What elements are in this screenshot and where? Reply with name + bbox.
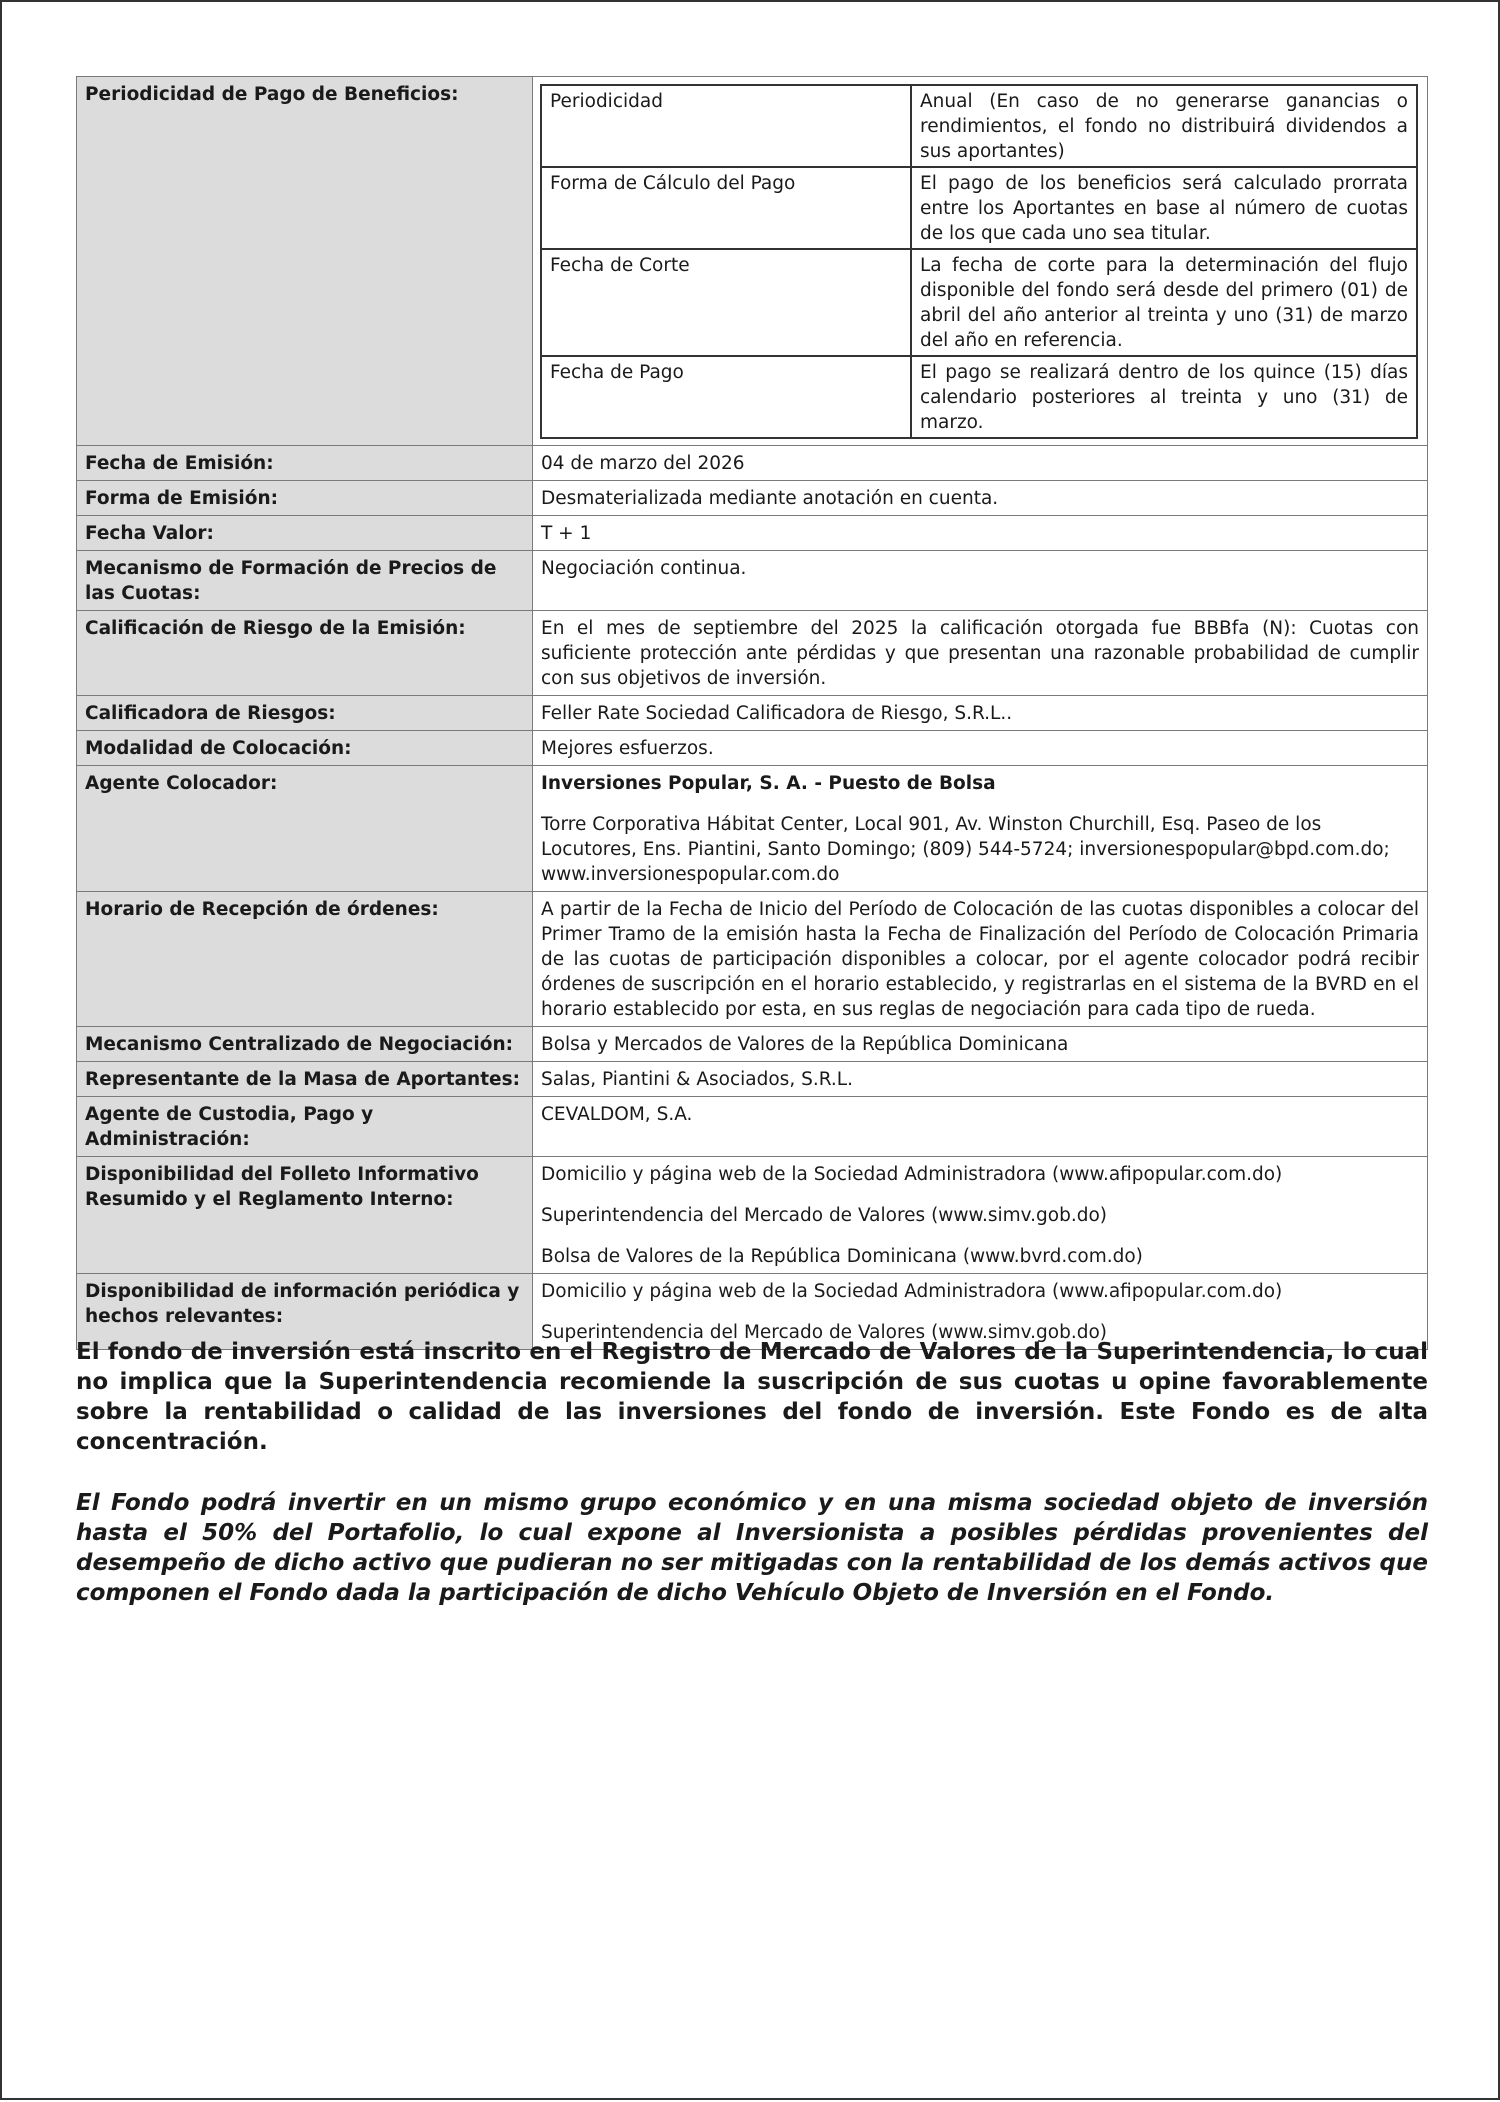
table-row bbox=[77, 516, 1428, 551]
row-label: Fecha de Emisión: bbox=[77, 446, 533, 481]
row-label: Modalidad de Colocación: bbox=[77, 731, 533, 766]
subtable-key: Fecha de Pago bbox=[541, 356, 911, 438]
availability-line: Superintendencia del Mercado de Valores (www.simv.gob.do) bbox=[541, 1322, 1108, 1343]
row-value bbox=[533, 77, 1428, 446]
table-row bbox=[77, 766, 1428, 892]
concentration-warning: El Fondo podrá invertir en un mismo grupo económico y en una misma sociedad objeto de inversión hasta el 50% del Portafolio, lo cual expone al Inversionista a posibles pérdidas provenientes del desempeño de dicho activo que pudieran no ser mitigadas con la rentabilidad de los demás activos que componen el Fondo dada la participación de dicho Vehículo Objeto de Inversión en el Fondo. bbox=[76, 1490, 1428, 1606]
row-label: Agente Colocador: bbox=[77, 766, 533, 892]
subtable-value: Anual (En caso de no generarse ganancias o rendimientos, el fondo no distribuirá dividendos a sus aportantes) bbox=[911, 85, 1417, 167]
row-label: Disponibilidad del Folleto Informativo Resumido y el Reglamento Interno: bbox=[77, 1157, 533, 1274]
row-label: Fecha Valor: bbox=[77, 516, 533, 551]
row-value: Negociación continua. bbox=[533, 551, 1428, 611]
table-row bbox=[77, 731, 1428, 766]
table-row bbox=[77, 1062, 1428, 1097]
periodicidad-subtable bbox=[540, 84, 1418, 439]
subtable-row bbox=[541, 167, 1417, 249]
row-value: Bolsa y Mercados de Valores de la República Dominicana bbox=[533, 1027, 1428, 1062]
row-value: A partir de la Fecha de Inicio del Período de Colocación de las cuotas disponibles a colocar del Primer Tramo de la emisión hasta la Fecha de Finalización del Período de Colocación Primaria de las cuotas de participación disponibles a colocar, por el agente colocador podrá recibir órdenes de suscripción en el horario establecido, y registrarlas en el sistema de la BVRD en el horario establecido por esta, en sus reglas de negociación para cada tipo de rueda. bbox=[533, 892, 1428, 1027]
agente-colocador-address: Torre Corporativa Hábitat Center, Local 901, Av. Winston Churchill, Esq. Paseo de los Locutores, Ens. Piantini, Santo Domingo; (809) 544-5724; inversionespopular@bpd.com.do; www.inversionespopular.com.do bbox=[541, 814, 1390, 885]
table-row bbox=[77, 892, 1428, 1027]
row-label: Disponibilidad de información periódica y hechos relevantes: bbox=[77, 1274, 533, 1350]
row-value: T + 1 bbox=[533, 516, 1428, 551]
subtable-row bbox=[541, 356, 1417, 438]
table-row bbox=[77, 446, 1428, 481]
row-label: Horario de Recepción de órdenes: bbox=[77, 892, 533, 1027]
row-value bbox=[533, 766, 1428, 892]
row-label: Mecanismo Centralizado de Negociación: bbox=[77, 1027, 533, 1062]
row-label: Mecanismo de Formación de Precios de las Cuotas: bbox=[77, 551, 533, 611]
subtable-key: Fecha de Corte bbox=[541, 249, 911, 356]
agente-colocador-name: Inversiones Popular, S. A. - Puesto de Bolsa bbox=[541, 773, 996, 794]
availability-line: Superintendencia del Mercado de Valores (www.simv.gob.do) bbox=[541, 1205, 1108, 1226]
subtable-value: El pago se realizará dentro de los quince (15) días calendario posteriores al treinta y uno (31) de marzo. bbox=[911, 356, 1417, 438]
subtable-key: Periodicidad bbox=[541, 85, 911, 167]
availability-line: Domicilio y página web de la Sociedad Administradora (www.afipopular.com.do) bbox=[541, 1281, 1283, 1302]
row-value: Salas, Piantini & Asociados, S.R.L. bbox=[533, 1062, 1428, 1097]
row-label: Calificadora de Riesgos: bbox=[77, 696, 533, 731]
subtable-value: El pago de los beneficios será calculado prorrata entre los Aportantes en base al número de cuotas de los que cada uno sea titular. bbox=[911, 167, 1417, 249]
row-value bbox=[533, 1157, 1428, 1274]
row-value: Feller Rate Sociedad Calificadora de Riesgo, S.R.L.. bbox=[533, 696, 1428, 731]
table-row bbox=[77, 1027, 1428, 1062]
fund-terms-table bbox=[76, 76, 1428, 1350]
document-page bbox=[2, 2, 1500, 2102]
subtable-value: La fecha de corte para la determinación del flujo disponible del fondo será desde del primero (01) de abril del año anterior al treinta y uno (31) de marzo del año en referencia. bbox=[911, 249, 1417, 356]
row-label: Calificación de Riesgo de la Emisión: bbox=[77, 611, 533, 696]
subtable-row bbox=[541, 85, 1417, 167]
registration-disclaimer: El fondo de inversión está inscrito en el Registro de Mercado de Valores de la Superintendencia, lo cual no implica que la Superintendencia recomiende la suscripción de sus cuotas u opine favorablemente sobre la rentabilidad o calidad de las inversiones del fondo de inversión. Este Fondo es de alta concentración. bbox=[76, 1339, 1428, 1455]
availability-line: Domicilio y página web de la Sociedad Administradora (www.afipopular.com.do) bbox=[541, 1164, 1283, 1185]
table-row bbox=[77, 696, 1428, 731]
row-label: Representante de la Masa de Aportantes: bbox=[77, 1062, 533, 1097]
table-row bbox=[77, 611, 1428, 696]
row-value: Desmaterializada mediante anotación en cuenta. bbox=[533, 481, 1428, 516]
row-label: Forma de Emisión: bbox=[77, 481, 533, 516]
table-row bbox=[77, 1157, 1428, 1274]
table-row bbox=[77, 1097, 1428, 1157]
row-label: Periodicidad de Pago de Beneficios: bbox=[77, 77, 533, 446]
table-row bbox=[77, 551, 1428, 611]
row-value: En el mes de septiembre del 2025 la calificación otorgada fue BBBfa (N): Cuotas con suficiente protección ante pérdidas y que presentan una razonable probabilidad de cumplir con sus objetivos de inversión. bbox=[533, 611, 1428, 696]
row-value: Mejores esfuerzos. bbox=[533, 731, 1428, 766]
subtable-row bbox=[541, 249, 1417, 356]
subtable-key: Forma de Cálculo del Pago bbox=[541, 167, 911, 249]
table-row bbox=[77, 481, 1428, 516]
table-row bbox=[77, 77, 1428, 446]
row-label: Agente de Custodia, Pago y Administración: bbox=[77, 1097, 533, 1157]
availability-line: Bolsa de Valores de la República Dominicana (www.bvrd.com.do) bbox=[541, 1246, 1143, 1267]
row-value: 04 de marzo del 2026 bbox=[533, 446, 1428, 481]
row-value: CEVALDOM, S.A. bbox=[533, 1097, 1428, 1157]
